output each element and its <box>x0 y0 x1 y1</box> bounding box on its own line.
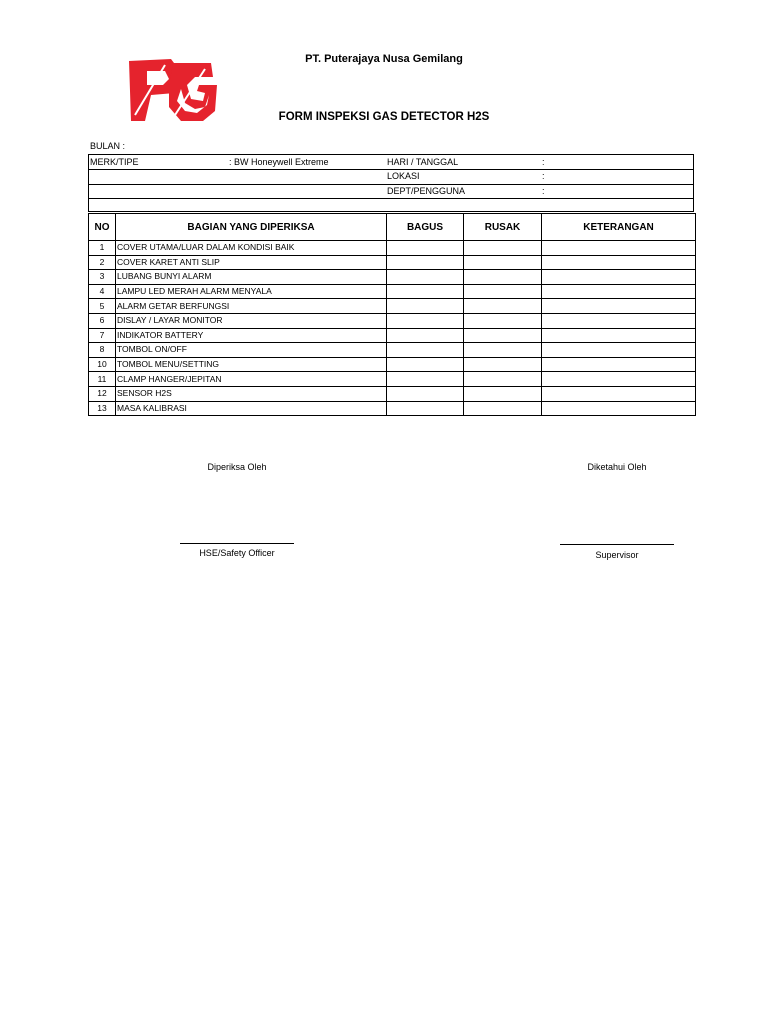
row-number: 10 <box>89 357 116 372</box>
rusak-cell[interactable] <box>464 255 542 270</box>
info-divider <box>89 198 693 199</box>
row-number: 6 <box>89 313 116 328</box>
supervisor-role: Supervisor <box>595 550 639 560</box>
diperiksa-oleh-caption: Diperiksa Oleh <box>207 462 267 472</box>
row-item: LAMPU LED MERAH ALARM MENYALA <box>116 284 387 299</box>
rusak-cell[interactable] <box>464 386 542 401</box>
bagus-cell[interactable] <box>387 299 464 314</box>
row-number: 8 <box>89 343 116 358</box>
keterangan-cell[interactable] <box>542 386 696 401</box>
row-item: TOMBOL ON/OFF <box>116 343 387 358</box>
rusak-cell[interactable] <box>464 241 542 256</box>
keterangan-cell[interactable] <box>542 241 696 256</box>
bagus-cell[interactable] <box>387 255 464 270</box>
header-keterangan: KETERANGAN <box>542 214 696 241</box>
dept-label: DEPT/PENGGUNA <box>387 186 466 196</box>
rusak-cell[interactable] <box>464 401 542 416</box>
table-row <box>89 313 696 328</box>
keterangan-cell[interactable] <box>542 372 696 387</box>
table-row <box>89 255 696 270</box>
diketahui-oleh-caption: Diketahui Oleh <box>587 462 647 472</box>
bagus-cell[interactable] <box>387 343 464 358</box>
keterangan-cell[interactable] <box>542 401 696 416</box>
keterangan-cell[interactable] <box>542 270 696 285</box>
row-number: 3 <box>89 270 116 285</box>
rusak-cell[interactable] <box>464 313 542 328</box>
row-item: COVER UTAMA/LUAR DALAM KONDISI BAIK <box>116 241 387 256</box>
bagus-cell[interactable] <box>387 386 464 401</box>
bagus-cell[interactable] <box>387 241 464 256</box>
row-number: 13 <box>89 401 116 416</box>
keterangan-cell[interactable] <box>542 328 696 343</box>
row-number: 7 <box>89 328 116 343</box>
header-no: NO <box>89 214 116 241</box>
rusak-cell[interactable] <box>464 299 542 314</box>
left-signature-line <box>180 543 294 544</box>
dept-colon: : <box>542 186 545 196</box>
company-logo <box>125 55 217 127</box>
row-number: 5 <box>89 299 116 314</box>
row-item: LUBANG BUNYI ALARM <box>116 270 387 285</box>
keterangan-cell[interactable] <box>542 299 696 314</box>
row-item: COVER KARET ANTI SLIP <box>116 255 387 270</box>
rusak-cell[interactable] <box>464 343 542 358</box>
bulan-label: BULAN : <box>90 141 126 151</box>
hse-officer-role: HSE/Safety Officer <box>199 548 275 558</box>
bagus-cell[interactable] <box>387 313 464 328</box>
header-bagian: BAGIAN YANG DIPERIKSA <box>116 214 387 241</box>
info-divider <box>89 169 693 170</box>
table-row <box>89 343 696 358</box>
inspection-table <box>88 213 696 416</box>
rusak-cell[interactable] <box>464 284 542 299</box>
row-item: INDIKATOR BATTERY <box>116 328 387 343</box>
table-row <box>89 284 696 299</box>
row-item: CLAMP HANGER/JEPITAN <box>116 372 387 387</box>
info-divider <box>89 184 693 185</box>
row-item: DISLAY / LAYAR MONITOR <box>116 313 387 328</box>
table-row <box>89 270 696 285</box>
header-rusak: RUSAK <box>464 214 542 241</box>
row-number: 11 <box>89 372 116 387</box>
rusak-cell[interactable] <box>464 328 542 343</box>
keterangan-cell[interactable] <box>542 343 696 358</box>
table-header-row <box>89 214 696 241</box>
table-row <box>89 401 696 416</box>
keterangan-cell[interactable] <box>542 357 696 372</box>
right-signature-line <box>560 544 674 545</box>
lokasi-colon: : <box>542 171 545 181</box>
table-row <box>89 241 696 256</box>
hari-label: HARI / TANGGAL <box>387 157 459 167</box>
company-name: PT. Puterajaya Nusa Gemilang <box>305 53 463 65</box>
row-number: 2 <box>89 255 116 270</box>
header-bagus: BAGUS <box>387 214 464 241</box>
row-item: MASA KALIBRASI <box>116 401 387 416</box>
hari-colon: : <box>542 157 545 167</box>
bagus-cell[interactable] <box>387 328 464 343</box>
keterangan-cell[interactable] <box>542 255 696 270</box>
table-row <box>89 386 696 401</box>
merk-value: : BW Honeywell Extreme <box>229 157 329 167</box>
table-row <box>89 357 696 372</box>
bagus-cell[interactable] <box>387 284 464 299</box>
lokasi-label: LOKASI <box>387 171 420 181</box>
rusak-cell[interactable] <box>464 357 542 372</box>
row-number: 12 <box>89 386 116 401</box>
table-row <box>89 372 696 387</box>
bagus-cell[interactable] <box>387 372 464 387</box>
keterangan-cell[interactable] <box>542 284 696 299</box>
keterangan-cell[interactable] <box>542 313 696 328</box>
row-item: TOMBOL MENU/SETTING <box>116 357 387 372</box>
row-item: SENSOR H2S <box>116 386 387 401</box>
info-box <box>88 154 694 212</box>
bagus-cell[interactable] <box>387 357 464 372</box>
row-number: 1 <box>89 241 116 256</box>
table-row <box>89 328 696 343</box>
table-row <box>89 299 696 314</box>
rusak-cell[interactable] <box>464 270 542 285</box>
bagus-cell[interactable] <box>387 401 464 416</box>
row-item: ALARM GETAR BERFUNGSI <box>116 299 387 314</box>
merk-label: MERK/TIPE <box>90 157 139 167</box>
rusak-cell[interactable] <box>464 372 542 387</box>
bagus-cell[interactable] <box>387 270 464 285</box>
row-number: 4 <box>89 284 116 299</box>
form-title: FORM INSPEKSI GAS DETECTOR H2S <box>278 111 490 123</box>
